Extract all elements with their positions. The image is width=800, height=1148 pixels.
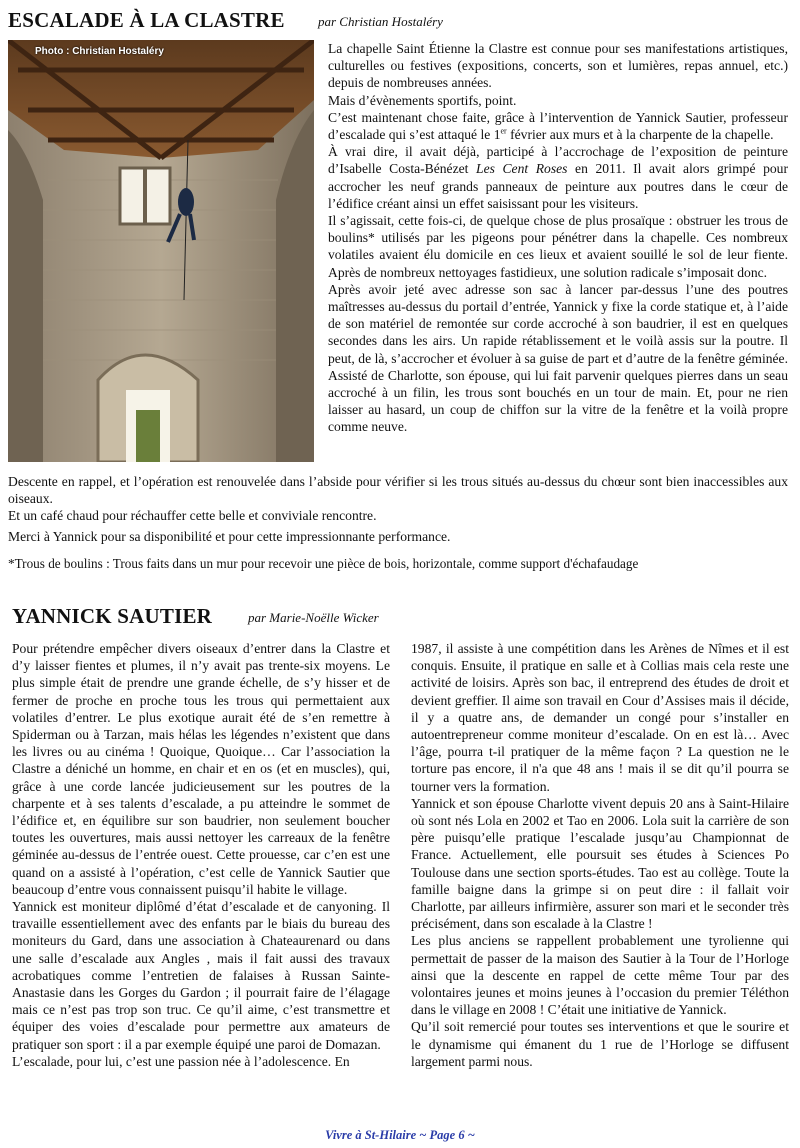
article2-column-1 bbox=[12, 640, 390, 1070]
paragraph: Et un café chaud pour réchauffer cette belle et conviviale rencontre. bbox=[8, 508, 377, 524]
paragraph: Yannick est moniteur diplômé d’état d’escalade et de canyoning. Il travaille essentiellement avec des enfants par le biais du bureau des moniteurs du Gard, dans une association à Chateaurenard ou dans une salle d’escalade aux Angles , mais il fait aussi des travaux acrobatiques comme l’entretien de falaises à Russan Sainte-Anastasie dans les Gorges du Gardon ; il pourrait faire de l’élagage mais ce n’est pas trop son truc. Ce qu’il aime, c’est transmettre et équiper des voies d’escalade pour permettre aux amateurs de pratiquer son sport : il a par exemple équipé une paroi de Domazan. bbox=[12, 899, 390, 1052]
article1-photo bbox=[8, 40, 314, 462]
page-footer: Vivre à St-Hilaire ~ Page 6 ~ bbox=[325, 1128, 475, 1142]
article2-byline: par Marie-Noëlle Wicker bbox=[248, 610, 379, 625]
chapel-climbing-photo bbox=[8, 40, 314, 462]
paragraph: Descente en rappel, et l’opération est renouvelée dans l’abside pour vérifier si les trous situés au-dessus du chœur sont bien inaccessibles aux oiseaux. bbox=[8, 474, 788, 507]
photo-credit: Photo : Christian Hostaléry bbox=[35, 46, 164, 57]
paragraph: Yannick et son épouse Charlotte vivent depuis 20 ans à Saint-Hilaire où sont nés Lola en 2002 et Tao en 2006. Lola suit la carrière de son père puisqu’elle pratique l’escalade jusqu’au Championnat de France. Actuellement, elle poursuit ses études à Sciences Po Toulouse dans une section sports-études. Tao est au collège. Toute la famille baigne dans la grimpe si on peut dire : il fallait voir Charlotte, par ailleurs infirmière, assurer son mari et le seconder très précisément, dans son escalade à la Clastre ! bbox=[411, 795, 789, 932]
article2-column-2 bbox=[411, 640, 789, 1070]
article1-right-column bbox=[328, 40, 788, 436]
article1-title: ESCALADE À LA CLASTRE bbox=[8, 8, 285, 32]
article1-byline: par Christian Hostaléry bbox=[318, 14, 443, 29]
footnote: *Trous de boulins : Trous faits dans un mur pour recevoir une pièce de bois, horizontale, comme support d'échafaudage bbox=[8, 555, 639, 571]
paragraph: L’escalade, pour lui, c’est une passion née à l’adolescence. En bbox=[12, 1053, 350, 1069]
paragraph: Merci à Yannick pour sa disponibilité et pour cette impressionnante performance. bbox=[8, 528, 451, 544]
paragraph: Mais d’évènements sportifs, point. bbox=[328, 92, 517, 108]
paragraph: La chapelle Saint Étienne la Clastre est connue pour ses manifestations artistiques, culturelles ou festives (expositions, concerts, son et lumières, repas annuel, etc.) depuis de nombreuses années. bbox=[328, 41, 788, 91]
paragraph: Après avoir jeté avec adresse son sac à lancer par-dessus l’une des poutres maîtresses au-dessus du portail d’entrée, Yannick y fixe la corde statique et, à l’aide de son matériel de remontée sur corde accroché à son baudrier, il est en quelques secondes dans les airs. Un rapide rétablissement et le voilà assis sur la poutre. Il peut, de là, s’accrocher et évoluer à sa guise de part et d’autre de la fenêtre géminée. Assisté de Charlotte, son épouse, qui lui fait parvenir quelques pierres dans un seau accroché à un filin, les trous sont bouchés en un tour de main. Et, pour ne rien laisser au hasard, un coup de chiffon sur la vitre de la fenêtre et la voilà propre comme neuve. bbox=[328, 281, 788, 435]
article2-title: YANNICK SAUTIER bbox=[12, 604, 213, 628]
paragraph: C’est maintenant chose faite, grâce à l’intervention de Yannick Sautier, professeur d’escalade qui s’est attaqué le 1er février aux murs et à la charpente de la chapelle. bbox=[328, 109, 788, 143]
paragraph: Qu’il soit remercié pour toutes ses interventions et que le sourire et le dynamisme qui émanent du 1 rue de l’Horloge se diffusent largement parmi nous. bbox=[411, 1019, 789, 1069]
paragraph: Les plus anciens se rappellent probablement une tyrolienne qui permettait de passer de la maison des Sautier à la Tour de l’Horloge ainsi que la descente en rappel de cette même Tour par des volontaires jeunes et moins jeunes à l’occasion du premier Téléthon dans le village en 2008 ! C’était une initiative de Yannick. bbox=[411, 933, 789, 1018]
article1-full-width bbox=[8, 473, 788, 572]
paragraph: 1987, il assiste à une compétition dans les Arènes de Nîmes et il est conquis. Ensuite, il pratique en salle et à Collias mais cela reste une activité de loisirs. Après son bac, il entreprend des études de droit et devient greffier. Il aime son travail en Cour d’Assises mais il décide, il y a quatre ans, de demander un congé pour s’installer en autoentrepreneur comme moniteur d’escalade. On en est là… Avec l’âge, pourra t-il pratiquer de la même façon ? La question ne le torture pas encore, il n'a que 48 ans ! mais il se dit qu’il pourra se tourner vers la formation. bbox=[411, 641, 789, 794]
paragraph: Il s’agissait, cette fois-ci, de quelque chose de plus prosaïque : obstruer les trous de boulins* utilisés par les pigeons pour pénétrer dans la chapelle. Ces nombreux volatiles avaient élu domicile en ces lieux et avaient souillé le sol de leur fiente. Après de nombreux nettoyages fastidieux, une solution radicale s’imposait donc. bbox=[328, 213, 788, 280]
paragraph: À vrai dire, il avait déjà, participé à l’accrochage de l’exposition de peinture d’Isabelle Costa-Bénézet Les Cent Roses en 2011. Il avait alors grimpé pour accrocher les neuf grands panneaux de peinture aux poutres dans le cœur de l’édifice créant ainsi un effet saisissant pour les visiteurs. bbox=[328, 144, 788, 211]
paragraph: Pour prétendre empêcher divers oiseaux d’entrer dans la Clastre et d’y laisser fientes et plumes, il n’y avait pas trente-six moyens. Le plus simple était de prendre une grande échelle, de s’y hisser et de fermer de proche en proche tous les trous qui permettaient aux volatiles d’entrer. Le plus exotique aurait été de s’en remettre à Spiderman ou à Tarzan, mais hélas les légendes n’existent que dans les livres ou au cinéma ! Quoique, Quoique… Car l’association la Clastre a déniché un homme, en chair et en os (et en muscles), qui, grâce à une corde lancée judicieusement sur les poutres de la charpente et à ses talents d’escalade, a pu atteindre le sommet de l’édifice et, en équilibre sur son baudrier, non seulement boucher toutes les ouvertures, mais aussi nettoyer les carreaux de la fenêtre géminée au-dessus de l’entrée ouest. Cette prouesse, car c’en est une quand on a assisté à l’opération, c’est celle de Yannick Sautier que beaucoup d’entre vous connaissent puisqu’il habite le village. bbox=[12, 641, 390, 897]
